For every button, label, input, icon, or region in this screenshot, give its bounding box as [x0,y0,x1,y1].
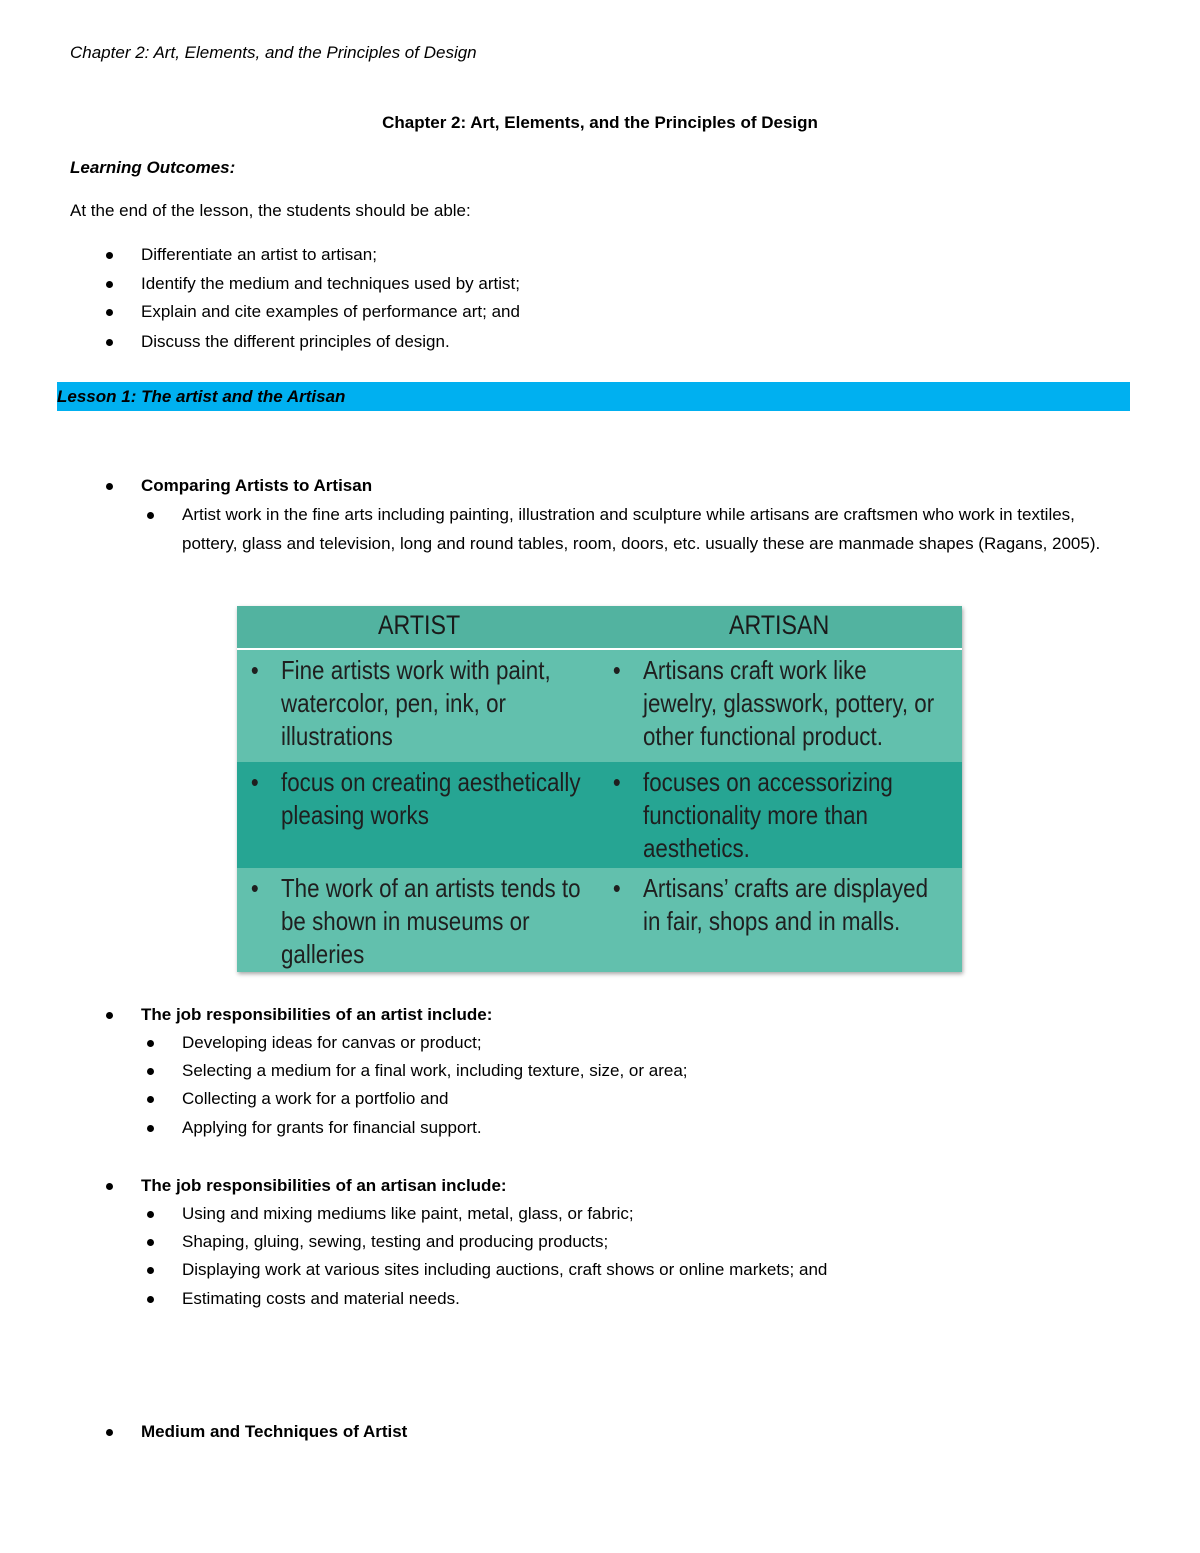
intro-text: At the end of the lesson, the students should be able: [70,201,471,220]
bullet-icon [106,1429,113,1436]
bullet-icon: • [612,873,621,903]
table-header-row [237,606,962,650]
list-item: Explain and cite examples of performance art; and [141,302,520,322]
list-item: Developing ideas for canvas or product; [182,1033,482,1053]
list-item: Shaping, gluing, sewing, testing and producing products; [182,1232,608,1252]
bullet-icon [106,1183,113,1190]
table-row [237,868,962,972]
artist-artisan-table [237,606,962,972]
comparing-paragraph: Artist work in the fine arts including painting, illustration and sculpture while artisans are craftsmen who work in textiles, pottery, glass and television, long and round tables, room, doors, etc. usually these are manmade shapes (Ragans, 2005). [182,505,1101,553]
list-item: Identify the medium and techniques used by artist; [141,274,520,294]
bullet-icon [147,1267,154,1274]
lesson-heading-bar [57,382,1130,411]
bullet-icon [106,1012,113,1019]
artist-jobs-heading: The job responsibilities of an artist include: [141,1005,492,1025]
cell-artist: • The work of an artists tends to be shown in museums or galleries [250,873,581,969]
header-artist: ARTIST [378,610,461,640]
bullet-icon: • [250,873,259,903]
bullet-icon [147,512,154,519]
medium-heading: Medium and Techniques of Artist [141,1422,407,1442]
bullet-icon [147,1211,154,1218]
lesson-heading: Lesson 1: The artist and the Artisan [57,387,346,406]
table-row [237,762,962,868]
list-item: Collecting a work for a portfolio and [182,1089,448,1109]
bullet-icon [147,1239,154,1246]
bullet-icon [147,1296,154,1303]
learning-outcomes-label: Learning Outcomes: [70,158,236,177]
cell-artist: • Fine artists work with paint, watercolor, pen, ink, or illustrations [250,655,551,751]
list-item: Discuss the different principles of design. [141,332,450,352]
document-title: Chapter 2: Art, Elements, and the Principles of Design [382,113,818,132]
bullet-icon: • [612,655,621,685]
bullet-icon [147,1096,154,1103]
comparing-heading: Comparing Artists to Artisan [141,476,372,496]
cell-artisan: • Artisans’ crafts are displayed in fair, shops and in malls. [612,873,929,936]
bullet-icon [106,309,113,316]
bullet-icon [147,1125,154,1132]
table-row [237,650,962,762]
bullet-icon [147,1040,154,1047]
bullet-icon [106,252,113,259]
bullet-icon [106,281,113,288]
running-header: Chapter 2: Art, Elements, and the Principles of Design [70,43,477,62]
cell-artisan: • Artisans craft work like jewelry, glasswork, pottery, or other functional product. [612,655,935,751]
cell-artisan: • focuses on accessorizing functionality more than aesthetics. [612,767,893,863]
cell-artist: • focus on creating aesthetically pleasing works [250,767,581,830]
list-item: Selecting a medium for a final work, including texture, size, or area; [182,1061,688,1081]
bullet-icon [147,1068,154,1075]
artisan-jobs-heading: The job responsibilities of an artisan include: [141,1176,507,1196]
list-item: Displaying work at various sites including auctions, craft shows or online markets; and [182,1260,827,1280]
list-item: Using and mixing mediums like paint, metal, glass, or fabric; [182,1204,634,1224]
header-artisan: ARTISAN [729,610,830,640]
list-item: Estimating costs and material needs. [182,1289,460,1309]
list-item: Differentiate an artist to artisan; [141,245,377,265]
bullet-icon: • [250,655,259,685]
bullet-icon: • [250,767,259,797]
bullet-icon: • [612,767,621,797]
bullet-icon [106,339,113,346]
list-item: Applying for grants for financial support. [182,1118,482,1138]
bullet-icon [106,483,113,490]
